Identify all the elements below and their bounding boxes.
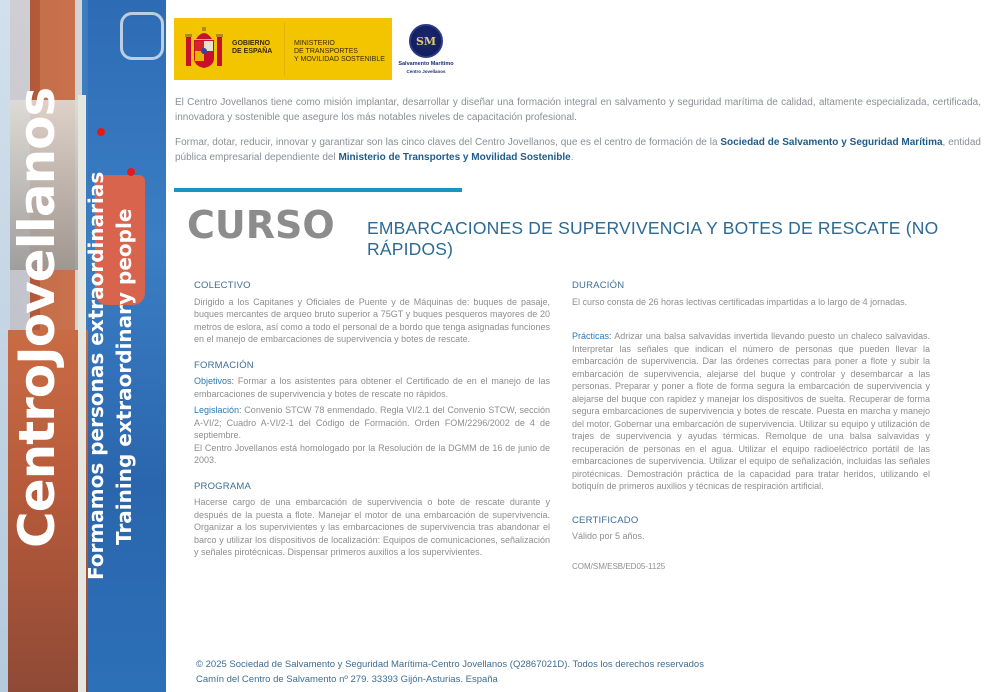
section-certificado [572, 515, 930, 574]
objetivos-text: Formar a los asistentes para obtener el Certificado de en el manejo de las embarcaciones de supervivencia y botes de rescate no rápidos. [194, 376, 550, 399]
section-text: El curso consta de 26 horas lectivas certificadas impartidas a lo largo de 4 jornadas. [572, 296, 908, 307]
objetivos-paragraph [194, 375, 550, 400]
red-dot-icon [97, 128, 105, 136]
section-heading: DURACIÓN [572, 280, 625, 291]
ministerio-line3: Y MOVILIDAD SOSTENIBLE [294, 56, 385, 63]
intro-keys-text: Formar, dotar, reducir, innovar y garantizar son las cinco claves del Centro Jovellanos, que es el centro de formación de la [175, 137, 721, 148]
homologacion-text: El Centro Jovellanos está homologado por la Resolución de la DGMM de 16 de junio de 2003. [194, 442, 550, 465]
course-title: EMBARCACIONES DE SUPERVIVENCIA Y BOTES DE RESCATE (NO RÁPIDOS) [367, 218, 939, 259]
brand-vertical-text: CentroJovellanos [8, 87, 66, 548]
tagline-es: Formamos personas extraordinarias [84, 171, 108, 580]
ministerio-name: Ministerio de Transportes y Movilidad Sostenible [338, 152, 571, 163]
sm-caption: Salvamento Marítimo [398, 61, 454, 67]
legislacion-text: Convenio STCW 78 enmendado. Regla VI/2.1 del Convenio STCW, sección A-VI/2; Cuadro A-VI/2-1 del Código de Formación. Orden FOM/2296/2002 de 4 de septiembre. [194, 405, 550, 440]
red-dot-icon [127, 168, 135, 176]
section-heading: CERTIFICADO [572, 514, 639, 526]
sm-monogram: SM [415, 35, 437, 48]
section-colectivo [194, 280, 550, 346]
section-heading: FORMACIÓN [194, 359, 254, 371]
logo-divider [284, 22, 285, 76]
legislacion-paragraph [194, 404, 550, 442]
section-programa [194, 481, 550, 559]
section-heading: COLECTIVO [194, 280, 251, 291]
sidebar-photo [0, 0, 166, 692]
section-duracion [572, 280, 930, 308]
gobierno-text [232, 40, 272, 56]
practicas-label: Prácticas: [572, 331, 612, 341]
photo-railing [120, 12, 164, 60]
curso-label: CURSO [187, 203, 335, 247]
accent-divider [174, 188, 462, 192]
ministerio-line1: MINISTERIO [294, 40, 335, 47]
left-column [194, 280, 550, 573]
gobierno-line1: GOBIERNO [232, 40, 271, 47]
right-column [572, 280, 930, 587]
copyright-text: © 2025 Sociedad de Salvamento y Seguridad Marítima-Centro Jovellanos (Q2867021D). Todos los derechos reservados [196, 659, 704, 670]
section-formacion [194, 360, 550, 467]
intro-keys-text: , entidad pública empresarial dependiente del [175, 137, 981, 163]
section-text: Válido por 5 años. [572, 531, 645, 541]
sm-subcaption: Centro Jovellanos [406, 69, 446, 74]
section-heading: PROGRAMA [194, 480, 252, 492]
spain-coat-of-arms-icon [184, 26, 224, 72]
objetivos-label: Objetivos: [194, 376, 235, 386]
section-text: Hacerse cargo de una embarcación de supervivencia o bote de rescate durante y después de la puesta a flote. Manejar el motor de una embarcación de supervivencia. Organizar a los supervivientes y las embarcaciones de supervivencia tras abandonar el barco y utilizar los dispositivos de localización: Equipos de comunicaciones, señalización y señales pirotécnicas. Dispensar primeros auxilios a los supervivientes. [194, 497, 550, 557]
sasemar-name: Sociedad de Salvamento y Seguridad Marítima [720, 137, 943, 148]
salvamento-maritimo-logo-icon [409, 24, 443, 58]
tagline-en: Training extraordinary people [112, 208, 136, 545]
intro-keys-text: . [570, 152, 574, 163]
practicas-text: Adrizar una balsa salvavidas invertida llevando puesto un chaleco salvavidas. Interpretar las señales que indican el número de personas que pueden llevar la embarcación de supervivencia. Dar las órdenes correctas para poner a flote y subir la embarcación de supervivencia, alejarse del buque y controlar y desembarcar a las personas. Preparar y poner a flote de forma segura la embarcación de supervivencia y alejarse del buque con rapidez y manejar los dispositivos de suelta. Recuperar de forma segura embarcaciones de supervivencia y botes de rescate. Puesta en marcha y manejo del motor. Gobernar una embarcación de supervivencia. Utilizar su equipo y utilización de trajes de supervivencia y ayudas térmicas. Remolque de una balsa salvavidas y recuperación de personas en el agua. Utilizar el equipo radioeléctrico portátil de las embarcaciones de supervivencia. Utilizar el equipo de señalización, incluidas las señales pirotécnicas. Demostración práctica de la capacidad para tratar heridos, utilizando el botiquín de primeros auxilios y técnicas de respiración artificial. [572, 331, 930, 491]
intro-keys [175, 135, 981, 165]
intro-mission: El Centro Jovellanos tiene como misión implantar, desarrollar y diseñar una formación integral en salvamento y seguridad marítima de calidad, altamente especializada, certificada, innovadora y sostenible que asegure los más notables niveles de capacitación profesional. [175, 97, 981, 123]
gobierno-line2: DE ESPAÑA [232, 48, 273, 55]
section-practicas [572, 330, 930, 493]
ministerio-line2: DE TRANSPORTES [294, 48, 358, 55]
address-text: Camín del Centro de Salvamento nº 279. 33393 Gijón-Asturias. España [196, 674, 498, 685]
ministerio-text [294, 40, 385, 64]
document-code: COM/SM/ESB/ED05-1125 [572, 561, 666, 571]
footer [196, 657, 704, 687]
section-text: Dirigido a los Capitanes y Oficiales de Puente y de Máquinas de: buques de pasaje, buques mercantes de arqueo bruto superior a 75GT y buques pesqueros mayores de 20 metros de eslora, así como a todo el personal de a bordo que tenga asignadas funciones en el manejo de embarcaciones de supervivencia y botes de rescate. [194, 296, 550, 344]
legislacion-label: Legislación: [194, 405, 242, 415]
